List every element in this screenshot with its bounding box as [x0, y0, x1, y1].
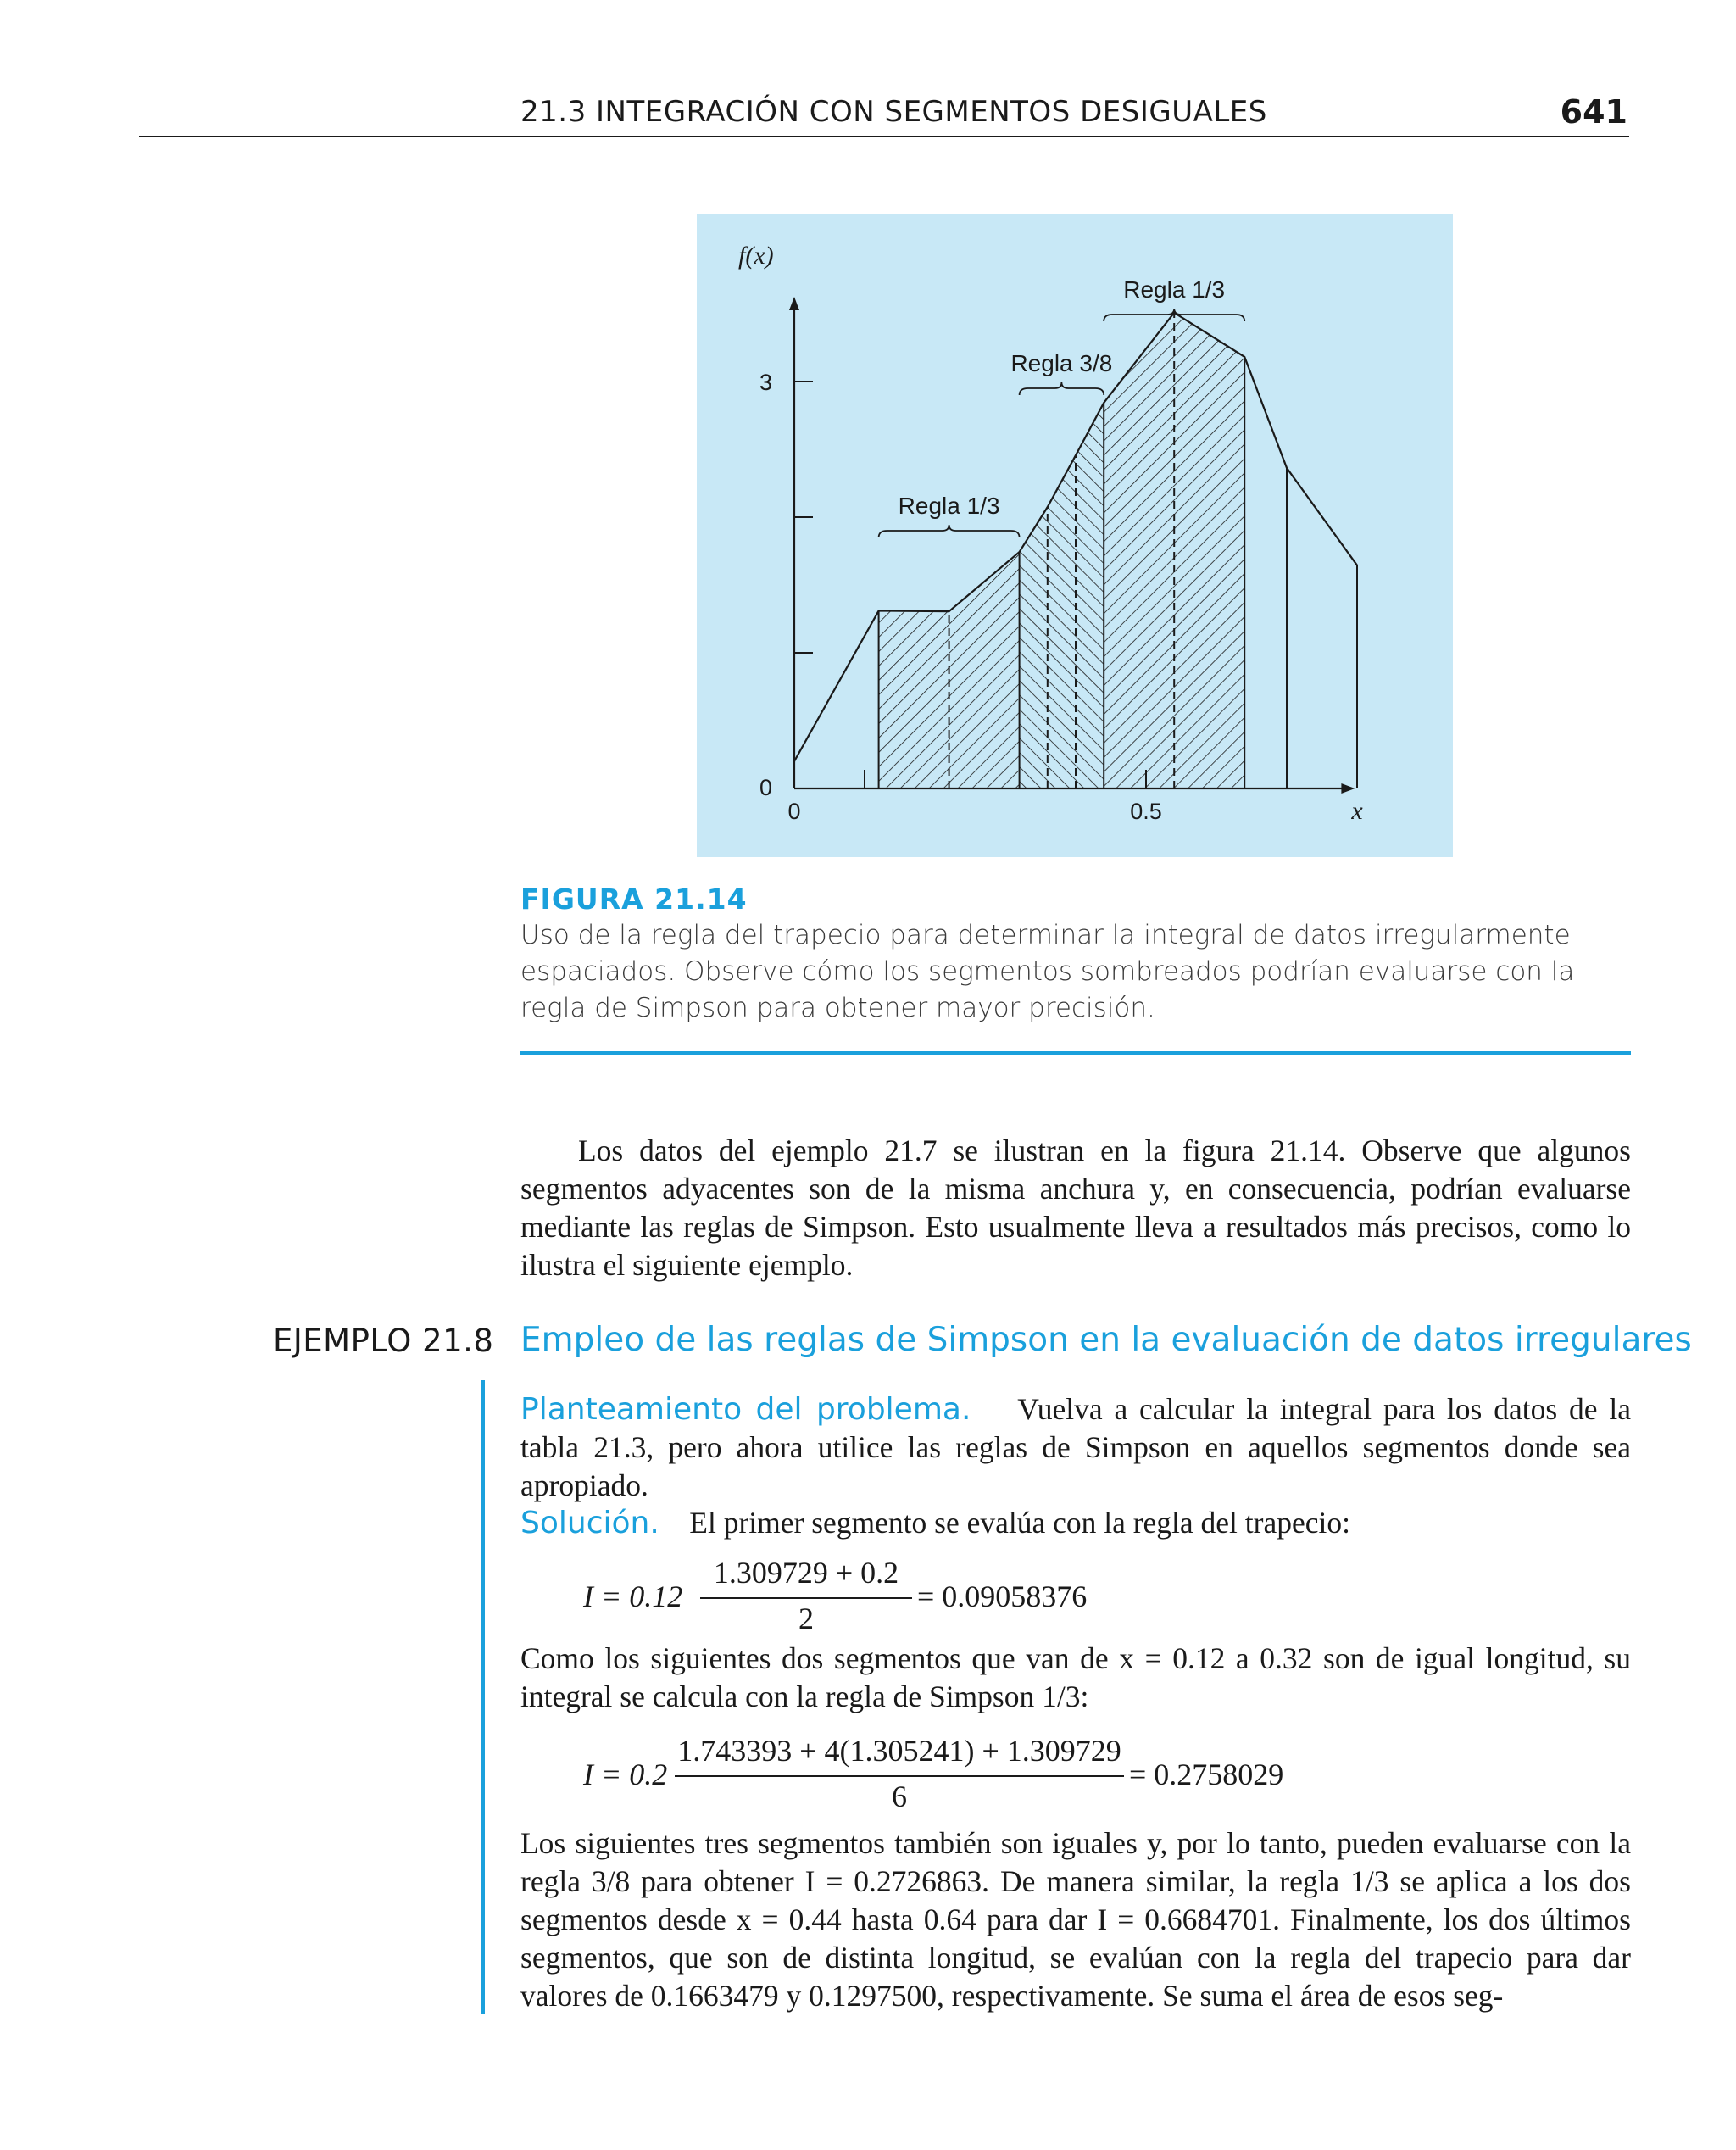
- chart-svg: [697, 214, 1453, 857]
- eq1-fraction-bar: [700, 1597, 912, 1599]
- figure-21-14: [697, 214, 1453, 857]
- solution-text: El primer segmento se evalúa con la regla del trapecio:: [689, 1506, 1350, 1540]
- problem-statement: [520, 1390, 1631, 1505]
- solution-statement: [520, 1504, 1631, 1542]
- y-tick-label: 0: [759, 775, 772, 800]
- y-axis-arrow: [789, 297, 799, 310]
- annotation-label: Regla 1/3: [1123, 276, 1226, 303]
- y-axis-label: f(x): [738, 242, 774, 270]
- eq1-numerator: 1.309729 + 0.2: [713, 1556, 899, 1590]
- eq1-denominator: 2: [798, 1601, 814, 1635]
- figure-caption-text: Uso de la regla del trapecio para determinar la integral de datos irregularmente espaciados. Observe cómo los segmentos sombreados podrían evaluarse con la regla de Simpson para obtener mayor precisión.: [520, 920, 1575, 1023]
- page-number: 641: [1560, 93, 1628, 131]
- annotation-brace: [1020, 382, 1104, 395]
- example-side-bar: [481, 1380, 485, 2014]
- paragraph-results: Los siguientes tres segmentos también son iguales y, por lo tanto, pueden evaluarse con la regla 3/8 para obtener I = 0.2726863. De manera similar, la regla 1/3 se aplica a los dos segmentos desde x = 0.44 hasta 0.64 para dar I = 0.6684701. Finalmente, los dos últimos segmentos, que son de distinta longitud, se evalúan con la regla del trapecio para dar valores de 0.1663479 y 0.1297500, respectivamente. Se suma el área de esos seg-: [520, 1826, 1631, 2013]
- annotation-brace: [879, 525, 1020, 538]
- example-title: Empleo de las reglas de Simpson en la evaluación de datos irregulares: [520, 1321, 1692, 1359]
- running-header-title: 21.3 INTEGRACIÓN CON SEGMENTOS DESIGUALES: [520, 95, 1267, 129]
- figure-caption-label: FIGURA 21.14: [520, 883, 748, 916]
- x-tick-label: 0: [787, 799, 801, 824]
- x-axis-arrow: [1341, 783, 1355, 794]
- paragraph-intro: Los datos del ejemplo 21.7 se ilustran en la figura 21.14. Observe que algunos segmentos adyacentes son de la misma anchura y, en consecuencia, podrían evaluarse mediante las reglas de Simpson. Esto usualmente lleva a resultados más precisos, como lo ilustra el siguiente ejemplo.: [520, 1133, 1631, 1282]
- x-axis-label: x: [1351, 797, 1363, 825]
- y-tick-label: 3: [759, 370, 772, 395]
- eq2-rhs: = 0.2758029: [1129, 1757, 1284, 1791]
- annotation-label: Regla 1/3: [898, 493, 1000, 519]
- example-label: EJEMPLO 21.8: [273, 1323, 494, 1359]
- eq2-numerator: 1.743393 + 4(1.305241) + 1.309729: [677, 1734, 1121, 1768]
- eq1-lhs: I = 0.12: [583, 1579, 683, 1613]
- problem-heading: Planteamiento del problema.: [520, 1392, 971, 1427]
- paragraph-simpson13: Como los siguientes dos segmentos que van de x = 0.12 a 0.32 son de igual longitud, su integral se calcula con la regla de Simpson 1/3:: [520, 1641, 1631, 1713]
- eq2-denominator: 6: [892, 1780, 907, 1813]
- caption-rule: [520, 1051, 1631, 1055]
- header-rule: [139, 136, 1629, 137]
- problem-text: Vuelva a calcular la integral para los datos de la tabla 21.3, pero ahora utilice las reglas de Simpson en aquellos segmentos donde sea apropiado.: [520, 1392, 1631, 1502]
- eq1-rhs: = 0.09058376: [917, 1579, 1088, 1613]
- shaded-segment: [1020, 403, 1104, 788]
- solution-heading: Solución.: [520, 1506, 659, 1540]
- eq2-fraction-bar: [675, 1775, 1124, 1777]
- shaded-segment: [1104, 313, 1244, 788]
- x-tick-label: 0.5: [1130, 799, 1162, 824]
- annotation-label: Regla 3/8: [1010, 350, 1113, 376]
- eq2-lhs: I = 0.2: [583, 1757, 668, 1791]
